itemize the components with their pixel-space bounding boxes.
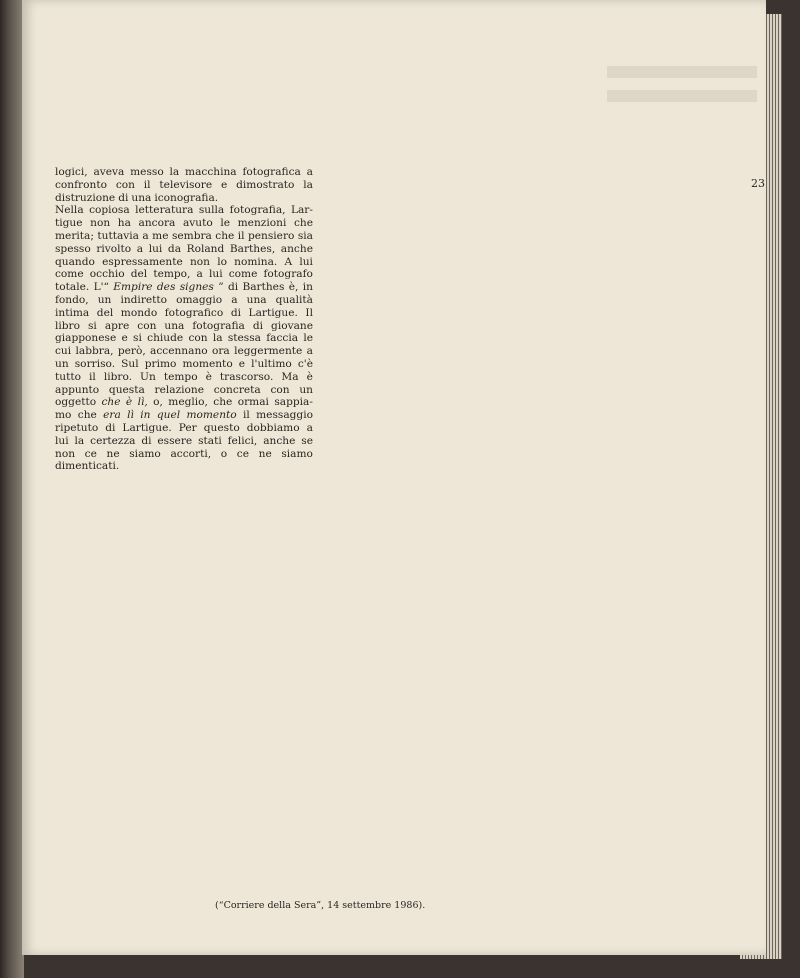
word: messaggio xyxy=(256,409,313,422)
word: ancora xyxy=(138,217,176,230)
text-line xyxy=(55,371,313,384)
word: letteratura xyxy=(135,204,194,217)
word: felici, xyxy=(227,434,258,447)
word: accorti, xyxy=(170,447,212,460)
text-line xyxy=(55,268,313,281)
word: l'ultimo xyxy=(251,357,292,370)
word: Ma xyxy=(281,370,299,383)
word: non xyxy=(90,217,111,230)
word: Sul xyxy=(121,357,139,370)
text-line xyxy=(55,435,313,448)
word: fotografia, xyxy=(229,204,286,217)
word: dobbiamo xyxy=(246,421,300,434)
text-line xyxy=(55,345,313,358)
word: relazione xyxy=(154,383,205,396)
word: chiude xyxy=(147,332,184,345)
word: Un xyxy=(140,370,156,383)
word: è xyxy=(205,370,212,383)
italic-word: quel xyxy=(156,409,181,422)
word: o xyxy=(220,447,228,460)
word: primo xyxy=(144,357,177,370)
word: meglio, xyxy=(168,396,208,409)
word: messo xyxy=(130,166,164,178)
word: pensiero xyxy=(247,229,295,242)
word: che xyxy=(293,217,313,230)
word: rivolto xyxy=(96,242,132,255)
word: un xyxy=(299,383,313,396)
word: macchina xyxy=(185,166,237,178)
word: occhio xyxy=(89,268,125,281)
word: il xyxy=(143,178,151,191)
word: di xyxy=(227,281,239,294)
italic-word: che xyxy=(101,396,121,409)
word: non xyxy=(55,447,76,460)
text-line xyxy=(55,256,313,269)
word: una xyxy=(131,191,152,204)
word: se xyxy=(301,434,313,447)
text-line xyxy=(55,179,313,192)
word: sembra xyxy=(171,229,212,242)
facing-page-edge xyxy=(0,0,24,978)
word: tempo, xyxy=(153,268,191,281)
word: come xyxy=(55,268,84,281)
word: logici, xyxy=(55,166,88,178)
word: A xyxy=(284,255,293,268)
word: un xyxy=(97,293,112,306)
text-line xyxy=(55,448,313,461)
word: in xyxy=(302,281,313,294)
word: iconografia. xyxy=(154,191,219,204)
word: lui xyxy=(299,255,313,268)
word: espressamente xyxy=(102,255,183,268)
word: lui xyxy=(55,434,69,447)
word: aveva xyxy=(93,166,125,178)
word: o, xyxy=(153,396,163,409)
bleed-through-heading xyxy=(607,90,757,102)
word: apre xyxy=(104,319,130,332)
text-line xyxy=(55,294,313,307)
italic-word: momento xyxy=(186,409,237,422)
word: nomina. xyxy=(234,255,278,268)
word: distruzione xyxy=(55,191,116,204)
word: si xyxy=(133,332,142,345)
word: tuttavia xyxy=(97,229,139,242)
word: che xyxy=(77,409,97,422)
word: giovane xyxy=(271,319,313,332)
text-line xyxy=(55,166,313,179)
word: la xyxy=(169,166,180,178)
book-page xyxy=(22,0,766,955)
word: totale. xyxy=(55,281,90,294)
word: confronto xyxy=(55,178,107,191)
word: televisore xyxy=(159,178,213,191)
text-line xyxy=(55,396,313,409)
italic-word: lì, xyxy=(137,396,148,409)
word: intima xyxy=(55,306,90,319)
word: a xyxy=(306,345,313,358)
word: momento xyxy=(182,357,233,370)
word: e xyxy=(238,357,246,370)
word: lui xyxy=(209,268,223,281)
italic-word: lì xyxy=(127,409,134,422)
text-line xyxy=(55,460,313,473)
word: avuto xyxy=(182,217,213,230)
word: del xyxy=(96,306,114,319)
word: siamo xyxy=(281,447,313,460)
word: di xyxy=(118,191,129,204)
word: Roland xyxy=(186,242,225,255)
word: ha xyxy=(117,217,131,230)
word: essere xyxy=(157,434,193,447)
text-line xyxy=(55,192,313,205)
word: il xyxy=(237,229,245,242)
word: leggermente xyxy=(234,345,303,358)
word: omaggio xyxy=(176,293,223,306)
word: faccia xyxy=(266,332,299,345)
word: ormai xyxy=(237,396,269,409)
word: Lartigue. xyxy=(122,421,172,434)
word: cui xyxy=(55,345,72,358)
text-line xyxy=(55,204,313,217)
word: una xyxy=(246,293,267,306)
text-line xyxy=(55,230,313,243)
word: fotografo xyxy=(263,268,313,281)
word: però, xyxy=(117,345,146,358)
word: copiosa xyxy=(89,204,130,217)
word: ne xyxy=(258,447,272,460)
text-line xyxy=(55,217,313,230)
word: labbra, xyxy=(75,345,114,358)
word: di xyxy=(105,421,116,434)
word: il xyxy=(243,409,250,422)
word: appunto xyxy=(55,383,100,396)
word: che xyxy=(213,396,233,409)
italic-word: era xyxy=(103,409,121,422)
word: oggetto xyxy=(55,396,97,409)
word: tempo xyxy=(163,370,198,383)
word: sappia- xyxy=(274,396,313,409)
word: le xyxy=(303,332,313,345)
word: anche xyxy=(280,242,313,255)
bleed-through-heading xyxy=(607,66,757,78)
word: è, xyxy=(288,281,299,294)
word: non xyxy=(189,255,210,268)
word: Barthes, xyxy=(229,242,276,255)
text-line xyxy=(55,332,313,345)
word: sulla xyxy=(198,204,225,217)
word: mo xyxy=(55,409,72,422)
word: di xyxy=(230,306,241,319)
word: merita; xyxy=(55,229,94,242)
italic-word: des xyxy=(156,281,176,294)
word: tigue xyxy=(55,217,83,230)
word: ne xyxy=(106,447,120,460)
word: la xyxy=(74,434,85,447)
word: da xyxy=(167,242,182,255)
word: mondo xyxy=(120,306,158,319)
text-line xyxy=(55,243,313,256)
word: ” xyxy=(218,281,224,294)
word: a xyxy=(306,421,313,434)
word: del xyxy=(130,268,148,281)
word: dimostrato xyxy=(236,178,295,191)
word: una xyxy=(164,319,185,332)
word: la xyxy=(212,332,223,345)
word: me xyxy=(152,229,169,242)
word: Lar- xyxy=(290,204,313,217)
word: a xyxy=(231,293,238,306)
word: stati xyxy=(198,434,222,447)
word: ce xyxy=(84,447,97,460)
word: accennano xyxy=(150,345,208,358)
word: trascorso. xyxy=(219,370,274,383)
word: dimenticati. xyxy=(55,460,120,473)
italic-word: Empire xyxy=(113,281,153,294)
word: di xyxy=(141,434,152,447)
word: giapponese xyxy=(55,332,117,345)
word: che xyxy=(215,229,235,242)
word: un xyxy=(55,357,69,370)
word: questo xyxy=(203,421,240,434)
word: la xyxy=(303,178,313,191)
word: spesso xyxy=(55,242,91,255)
word: con xyxy=(188,332,208,345)
word: quando xyxy=(55,255,95,268)
text-line xyxy=(55,320,313,333)
word: e xyxy=(220,178,228,191)
word: ce xyxy=(236,447,249,460)
word: fotografico xyxy=(164,306,224,319)
word: è xyxy=(306,370,313,383)
word: si xyxy=(88,319,97,332)
word: ripetuto xyxy=(55,421,99,434)
text-line xyxy=(55,358,313,371)
word: menzioni xyxy=(237,217,287,230)
word: fotografica xyxy=(242,166,301,178)
word: qualità xyxy=(275,293,313,306)
word: indiretto xyxy=(120,293,168,306)
text-line xyxy=(55,281,313,294)
word: siamo xyxy=(129,447,161,460)
word: Il xyxy=(305,306,313,319)
word: Lartigue. xyxy=(248,306,298,319)
text-line xyxy=(55,384,313,397)
text-line xyxy=(55,409,313,422)
page-number: 23 xyxy=(751,177,765,190)
word: L'“ xyxy=(93,281,109,294)
word: con xyxy=(115,178,135,191)
word: il xyxy=(89,370,96,383)
word: anche xyxy=(263,434,296,447)
word: lo xyxy=(217,255,227,268)
word: concreta xyxy=(213,383,261,396)
word: e xyxy=(121,332,128,345)
word: libro. xyxy=(103,370,133,383)
italic-word: è xyxy=(125,396,133,409)
word: lui xyxy=(148,242,163,255)
word: le xyxy=(220,217,231,230)
word: Barthes xyxy=(242,281,285,294)
word: sia xyxy=(297,229,313,242)
word: a xyxy=(142,229,149,242)
word: con xyxy=(137,319,157,332)
word: a xyxy=(306,166,313,178)
word: ora xyxy=(211,345,230,358)
word: Nella xyxy=(55,204,84,217)
word: a xyxy=(136,242,144,255)
word: con xyxy=(270,383,290,396)
word: tutto xyxy=(55,370,81,383)
source-citation: (“Corriere della Sera”, 14 settembre 1986). xyxy=(215,900,426,911)
body-text-column xyxy=(55,166,313,473)
word: di xyxy=(252,319,264,332)
text-line xyxy=(55,422,313,435)
word: come xyxy=(228,268,258,281)
word: questa xyxy=(108,383,145,396)
word: a xyxy=(196,268,203,281)
italic-word: signes xyxy=(179,281,214,294)
word: stessa xyxy=(227,332,261,345)
word: Per xyxy=(178,421,197,434)
word: fotografia xyxy=(192,319,245,332)
word: certezza xyxy=(90,434,136,447)
word: c'è xyxy=(297,357,313,370)
text-line xyxy=(55,307,313,320)
italic-word: in xyxy=(140,409,151,422)
word: sorriso. xyxy=(74,357,116,370)
word: fondo, xyxy=(55,293,89,306)
word: libro xyxy=(55,319,80,332)
